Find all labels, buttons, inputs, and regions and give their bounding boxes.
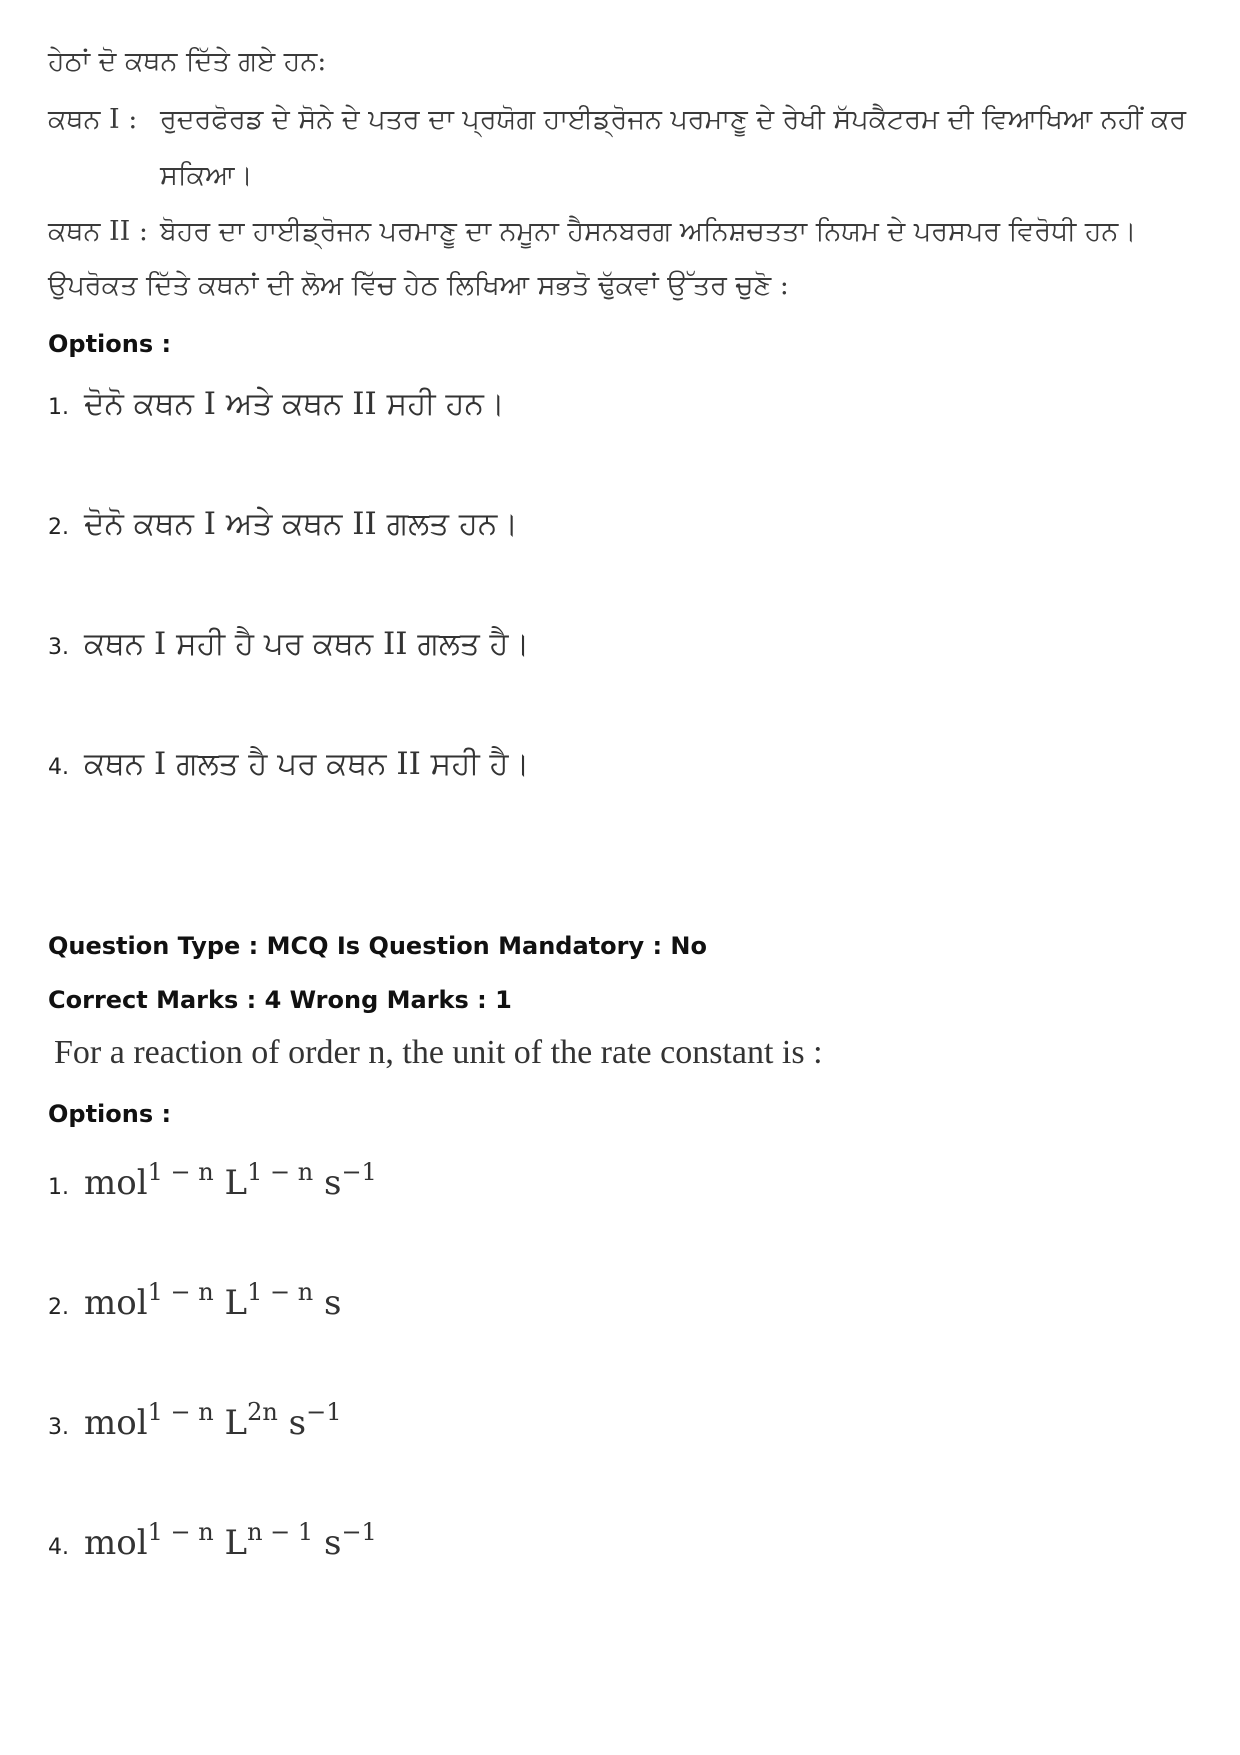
option-number: 2.: [48, 515, 69, 540]
statement-1-line-2: ਸਕਿਆ।: [160, 160, 253, 191]
option-text: ਕਥਨ I ਗਲਤ ਹੈ ਪਰ ਕਥਨ II ਸਹੀ ਹੈ।: [84, 746, 530, 782]
q2-question: For a reaction of order n, the unit of the rate constant is :: [54, 1034, 823, 1071]
statement-1-label: ਕਥਨ I :: [48, 104, 138, 135]
option-formula: mol$^{1 - n}$ $L^{2n}$ $s^{-1}$: [84, 1398, 342, 1443]
option-text: ਦੋਨੋ ਕਥਨ I ਅਤੇ ਕਥਨ II ਗਲਤ ਹਨ।: [84, 506, 519, 542]
q2-option-2[interactable]: [48, 1278, 341, 1323]
option-number: 4.: [48, 755, 69, 780]
option-number: 1.: [48, 395, 69, 420]
option-number: 4.: [48, 1535, 69, 1560]
option-formula: mol$^{1 - n}$ $L^{n - 1}$ $s^{-1}$: [84, 1518, 377, 1563]
q1-option-2[interactable]: [48, 506, 518, 543]
q1-intro: ਹੇਠਾਂ ਦੋ ਕਥਨ ਦਿੱਤੇ ਗਏ ਹਨ:: [48, 46, 327, 77]
q2-option-3[interactable]: [48, 1398, 341, 1443]
statement-2-label: ਕਥਨ II :: [48, 216, 148, 247]
option-formula: mol$^{1 - n}$ $L^{1 - n}$ $s^{-1}$: [84, 1158, 377, 1203]
option-number: 2.: [48, 1295, 69, 1320]
option-number: 3.: [48, 1415, 69, 1440]
option-formula: mol$^{1 - n}$ $L^{1 - n}$ s: [84, 1278, 342, 1323]
statement-2-text: ਬੋਹਰ ਦਾ ਹਾਈਡ੍ਰੋਜਨ ਪਰਮਾਣੂ ਦਾ ਨਮੂਨਾ ਹੈਸਨਬਰਗ ਅਨਿਸ਼ਚਤਤਾ ਨਿਯਮ ਦੇ ਪਰਸਪਰ ਵਿਰੋਧੀ ਹਨ।: [160, 216, 1137, 247]
q1-option-4[interactable]: [48, 746, 529, 783]
q2-option-4[interactable]: [48, 1518, 377, 1563]
q2-meta-type: Question Type : MCQ Is Question Mandatory : No: [48, 932, 707, 960]
option-text: ਕਥਨ I ਸਹੀ ਹੈ ਪਰ ਕਥਨ II ਗਲਤ ਹੈ।: [84, 626, 530, 662]
q1-option-1[interactable]: [48, 386, 505, 423]
q2-options-label: Options :: [48, 1100, 172, 1128]
q2-meta-marks: Correct Marks : 4 Wrong Marks : 1: [48, 986, 512, 1014]
option-number: 1.: [48, 1175, 69, 1200]
q2-option-1[interactable]: [48, 1158, 377, 1203]
option-number: 3.: [48, 635, 69, 660]
option-text: ਦੋਨੋ ਕਥਨ I ਅਤੇ ਕਥਨ II ਸਹੀ ਹਨ।: [84, 386, 505, 422]
q1-prompt: ਉਪਰੋਕਤ ਦਿੱਤੇ ਕਥਨਾਂ ਦੀ ਲੋਅ ਵਿੱਚ ਹੇਠ ਲਿਖਿਆ ਸਭਤੋ ਢੁੱਕਵਾਂ ਉੱਤਰ ਚੁਣੋ :: [48, 270, 789, 301]
q1-option-3[interactable]: [48, 626, 529, 663]
q1-options-label: Options :: [48, 330, 172, 358]
statement-1-line-1: ਰੁਦਰਫੋਰਡ ਦੇ ਸੋਨੇ ਦੇ ਪਤਰ ਦਾ ਪ੍ਰਯੋਗ ਹਾਈਡ੍ਰੋਜਨ ਪਰਮਾਣੂ ਦੇ ਰੇਖੀ ਸੱਪਕੈਟਰਮ ਦੀ ਵਿਆਖਿਆ ਨਹੀਂ ਕਰ: [160, 104, 1187, 135]
